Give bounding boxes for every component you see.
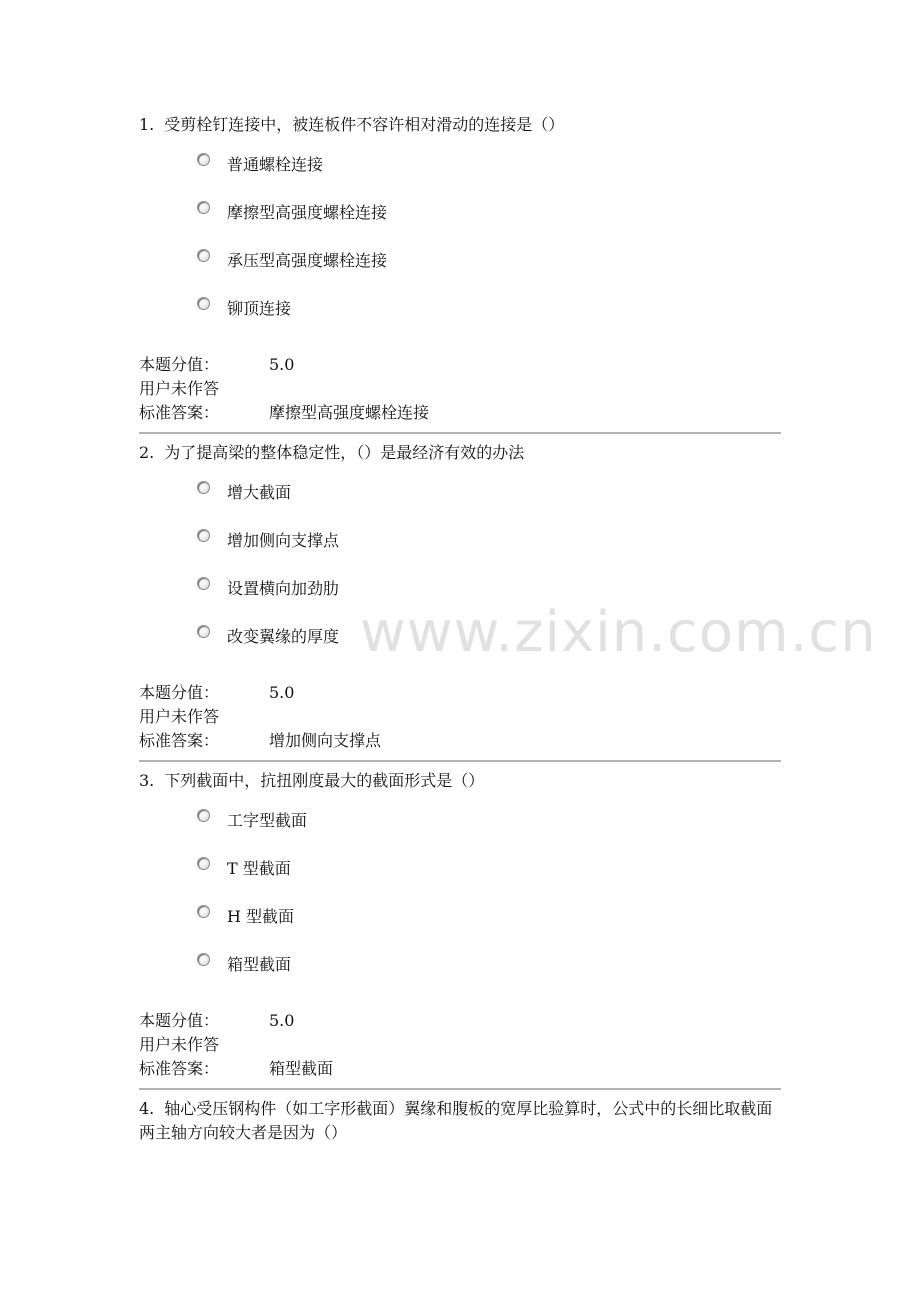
option[interactable] (139, 189, 781, 237)
question-number: 1. (139, 115, 155, 134)
question-1 (139, 110, 781, 434)
score-row (139, 1009, 781, 1033)
question-text: 下列截面中，抗扭刚度最大的截面形式是（） (164, 771, 485, 790)
option[interactable] (139, 469, 781, 517)
score-value: 5.0 (269, 355, 295, 374)
option-label: 箱型截面 (227, 955, 292, 974)
radio-button[interactable] (197, 857, 210, 870)
option[interactable] (139, 565, 781, 613)
option-label: 增大截面 (227, 483, 292, 502)
standard-answer-row (139, 1057, 781, 1081)
option[interactable] (139, 517, 781, 565)
standard-answer-value: 增加侧向支撑点 (269, 731, 382, 750)
option-label: 普通螺栓连接 (227, 155, 324, 174)
option[interactable] (139, 613, 781, 661)
option[interactable] (139, 237, 781, 285)
option-label: 工字型截面 (227, 811, 308, 830)
question-stem (139, 438, 781, 465)
divider (139, 760, 781, 762)
standard-answer-value: 箱型截面 (269, 1059, 334, 1078)
radio-button[interactable] (197, 249, 210, 262)
score-value: 5.0 (269, 683, 295, 702)
option[interactable] (139, 893, 781, 941)
score-label: 本题分值： (139, 1011, 220, 1030)
option-list (139, 797, 781, 989)
option[interactable] (139, 845, 781, 893)
watermark: www.zixin.com.cn (360, 600, 877, 665)
score-row (139, 681, 781, 705)
divider (139, 1088, 781, 1090)
radio-button[interactable] (197, 529, 210, 542)
standard-answer-row (139, 729, 781, 753)
question-meta (139, 681, 781, 753)
answer-status: 用户未作答 (139, 1035, 220, 1054)
score-label: 本题分值： (139, 683, 220, 702)
radio-button[interactable] (197, 481, 210, 494)
score-row (139, 353, 781, 377)
option-label: 摩擦型高强度螺栓连接 (227, 203, 388, 222)
radio-button[interactable] (197, 809, 210, 822)
radio-button[interactable] (197, 297, 210, 310)
question-stem (139, 1094, 781, 1145)
question-meta (139, 353, 781, 425)
score-label: 本题分值： (139, 355, 220, 374)
option[interactable] (139, 285, 781, 333)
standard-answer-label: 标准答案： (139, 1059, 220, 1078)
option-label: 增加侧向支撑点 (227, 531, 340, 550)
option-label: 设置横向加劲肋 (227, 579, 340, 598)
standard-answer-row (139, 401, 781, 425)
question-number: 3. (139, 771, 155, 790)
question-stem (139, 766, 781, 793)
option-label: H 型截面 (227, 907, 295, 926)
question-2 (139, 438, 781, 762)
question-text: 受剪栓钉连接中，被连板件不容许相对滑动的连接是（） (164, 115, 565, 134)
radio-button[interactable] (197, 577, 210, 590)
standard-answer-label: 标准答案： (139, 731, 220, 750)
answer-status: 用户未作答 (139, 379, 220, 398)
option-label: T 型截面 (227, 859, 291, 878)
radio-button[interactable] (197, 953, 210, 966)
option-list (139, 469, 781, 661)
option-label: 改变翼缘的厚度 (227, 627, 340, 646)
option[interactable] (139, 141, 781, 189)
question-text: 轴心受压钢构件（如工字形截面）翼缘和腹板的宽厚比验算时，公式中的长细比取截面两主轴方向较大者是因为（） (139, 1099, 773, 1142)
divider (139, 432, 781, 434)
quiz-content (139, 110, 781, 1145)
question-text: 为了提高梁的整体稳定性，（）是最经济有效的办法 (164, 443, 525, 462)
option[interactable] (139, 797, 781, 845)
answer-status: 用户未作答 (139, 707, 220, 726)
standard-answer-value: 摩擦型高强度螺栓连接 (269, 403, 430, 422)
option-label: 铆顶连接 (227, 299, 292, 318)
standard-answer-label: 标准答案： (139, 403, 220, 422)
radio-button[interactable] (197, 905, 210, 918)
question-stem (139, 110, 781, 137)
radio-button[interactable] (197, 201, 210, 214)
question-meta (139, 1009, 781, 1081)
option-list (139, 141, 781, 333)
question-number: 2. (139, 443, 155, 462)
radio-button[interactable] (197, 625, 210, 638)
option-label: 承压型高强度螺栓连接 (227, 251, 388, 270)
question-3 (139, 766, 781, 1090)
option[interactable] (139, 941, 781, 989)
radio-button[interactable] (197, 153, 210, 166)
score-value: 5.0 (269, 1011, 295, 1030)
question-number: 4. (139, 1099, 155, 1118)
question-4 (139, 1094, 781, 1145)
